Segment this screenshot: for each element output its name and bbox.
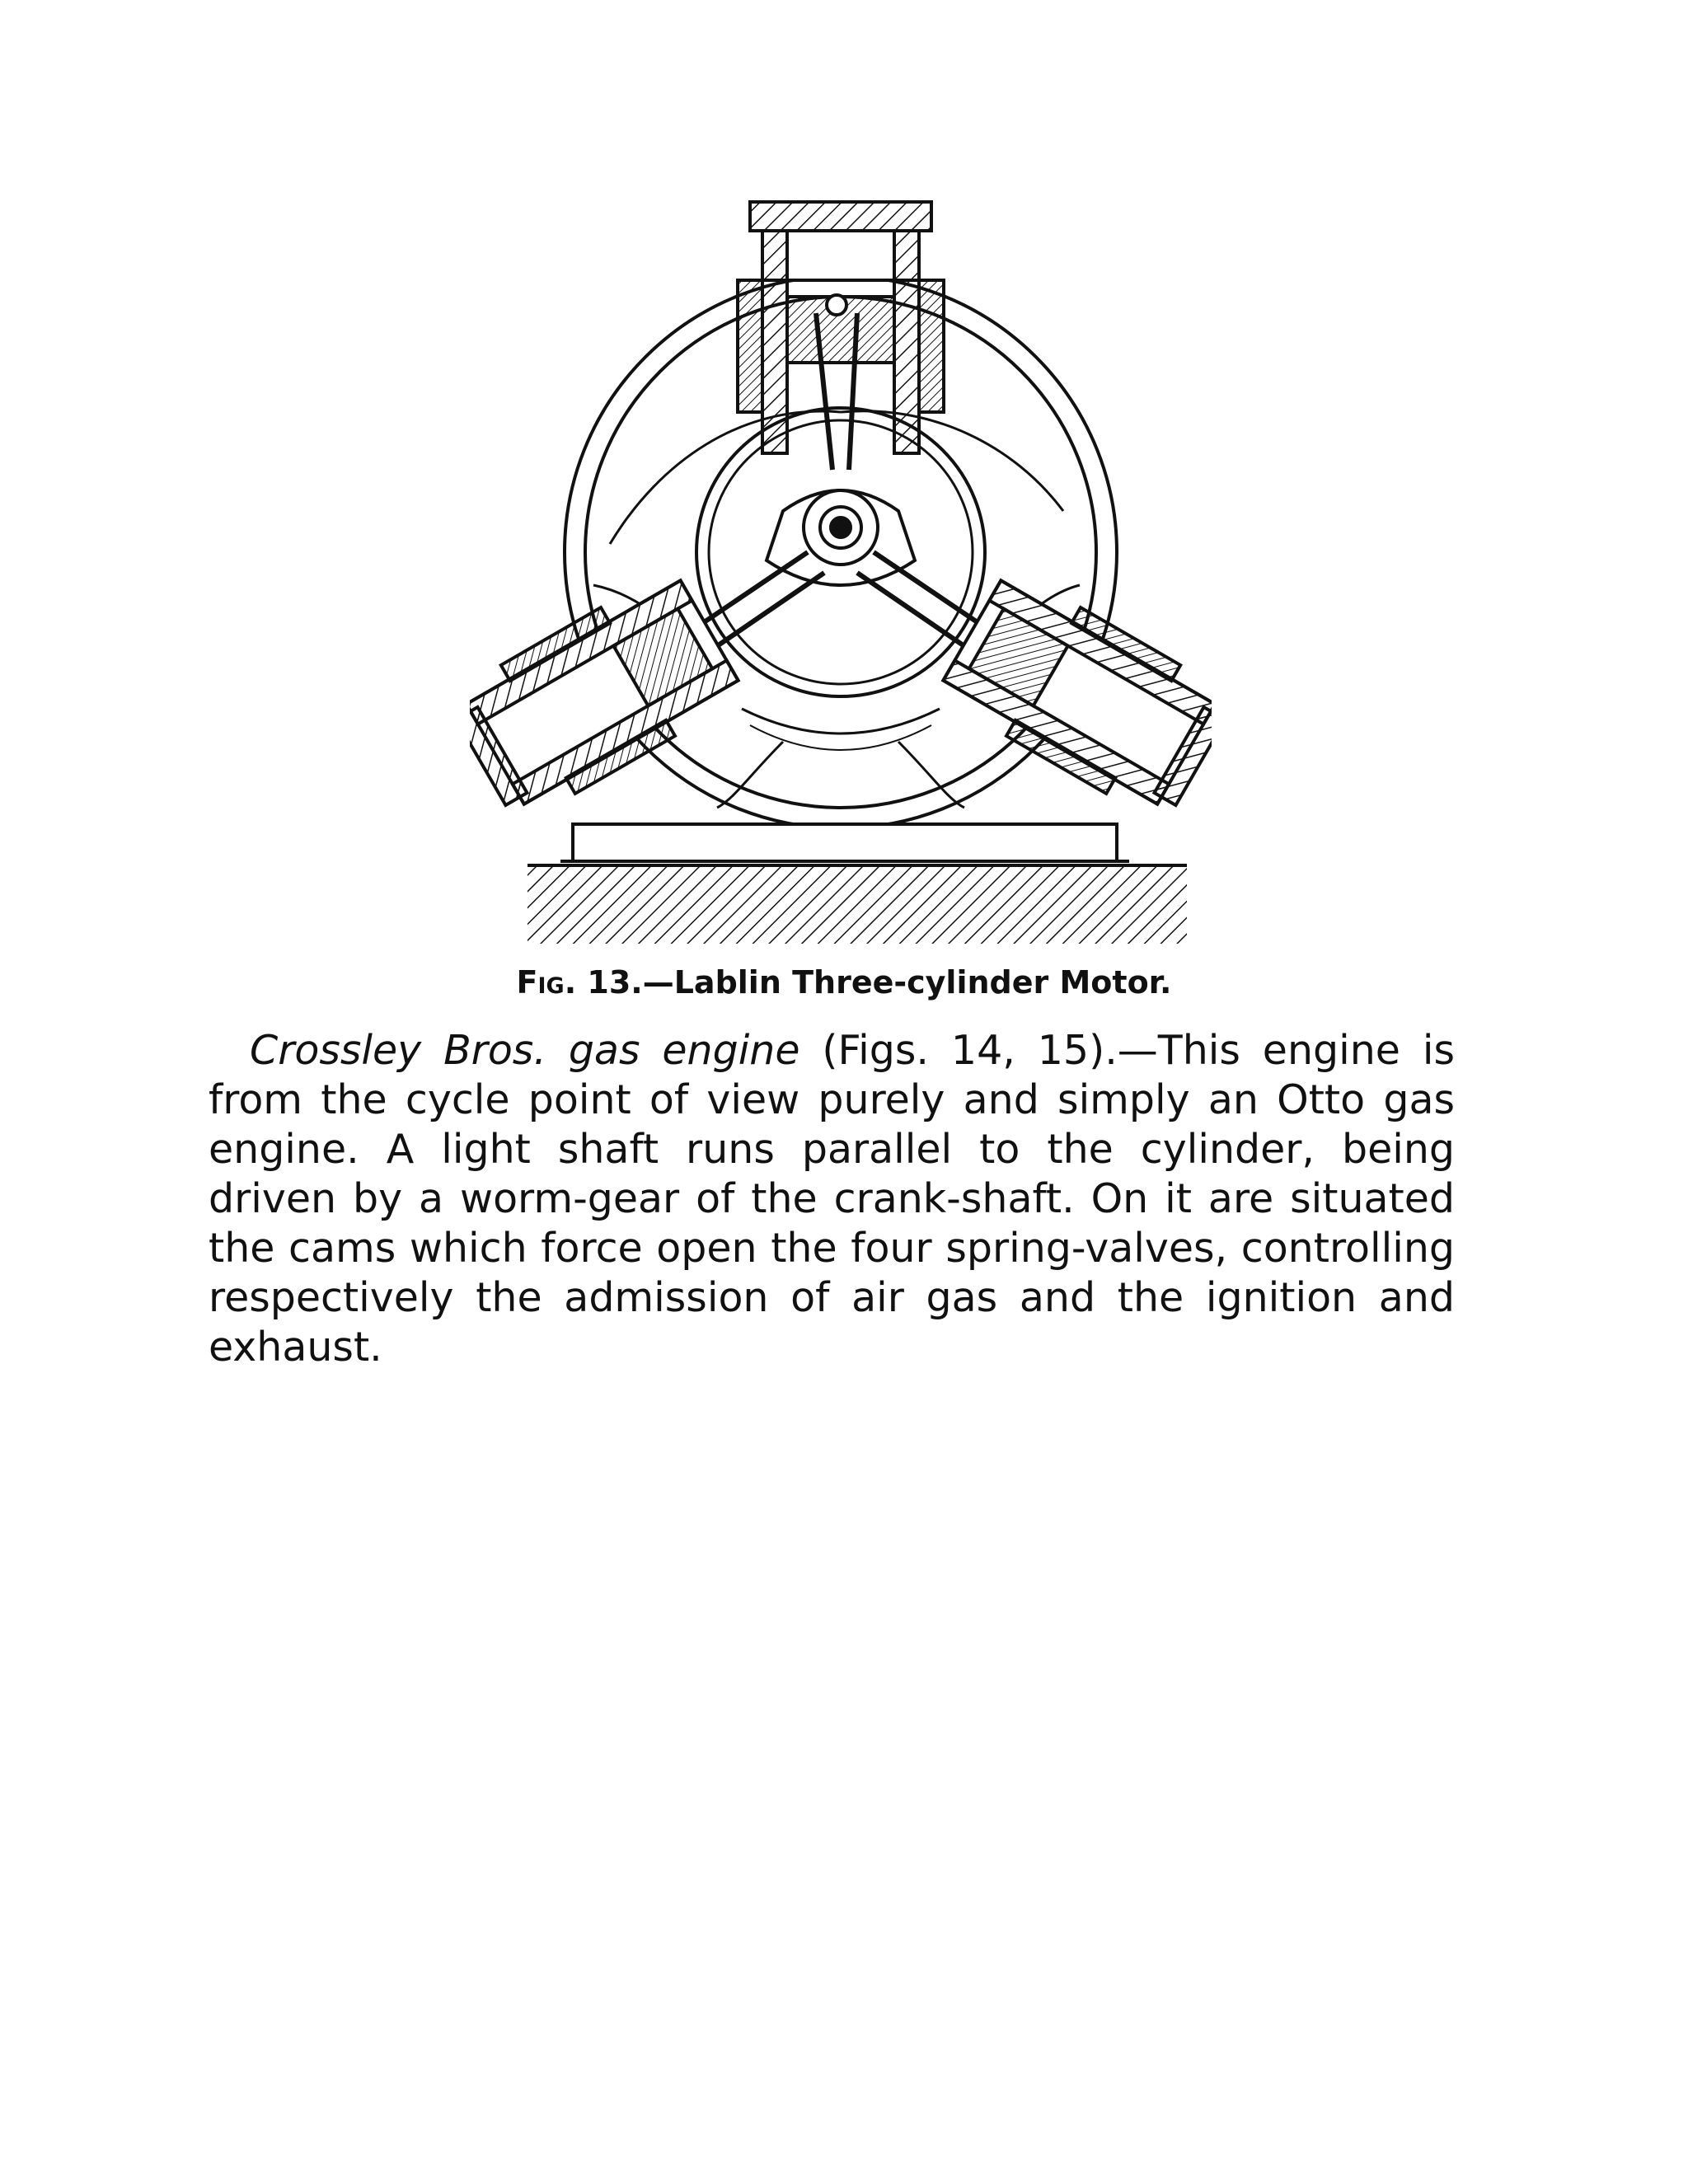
ground-hatching <box>528 865 1187 944</box>
body-paragraph <box>209 1026 1455 1372</box>
paragraph-italic-lead: Crossley Bros. gas engine <box>250 1027 800 1074</box>
figure-dash: — <box>642 964 674 1001</box>
figure-caption <box>0 964 1688 1001</box>
top-cylinder <box>738 202 944 470</box>
crank-hub <box>767 490 915 585</box>
engine-figure <box>470 198 1212 948</box>
figure-number: 13. <box>587 964 643 1001</box>
paragraph-text: (Figs. 14, 15).—This engine is from the cycle point of view purely and simply an Otto gas engine. A light shaft runs parallel to the cylinder, being driven by a worm-gear of the crank-shaft. On it are situated the cams which force open the four spring-valves, controlling respectively the admission of air gas and the ignition and exhaust. <box>209 1027 1455 1371</box>
figure-title: Lablin Three-cylinder Motor. <box>673 964 1172 1001</box>
figure-label: Fig. <box>516 964 577 1001</box>
engine-base <box>573 824 1117 861</box>
engine-illustration <box>470 198 1212 948</box>
